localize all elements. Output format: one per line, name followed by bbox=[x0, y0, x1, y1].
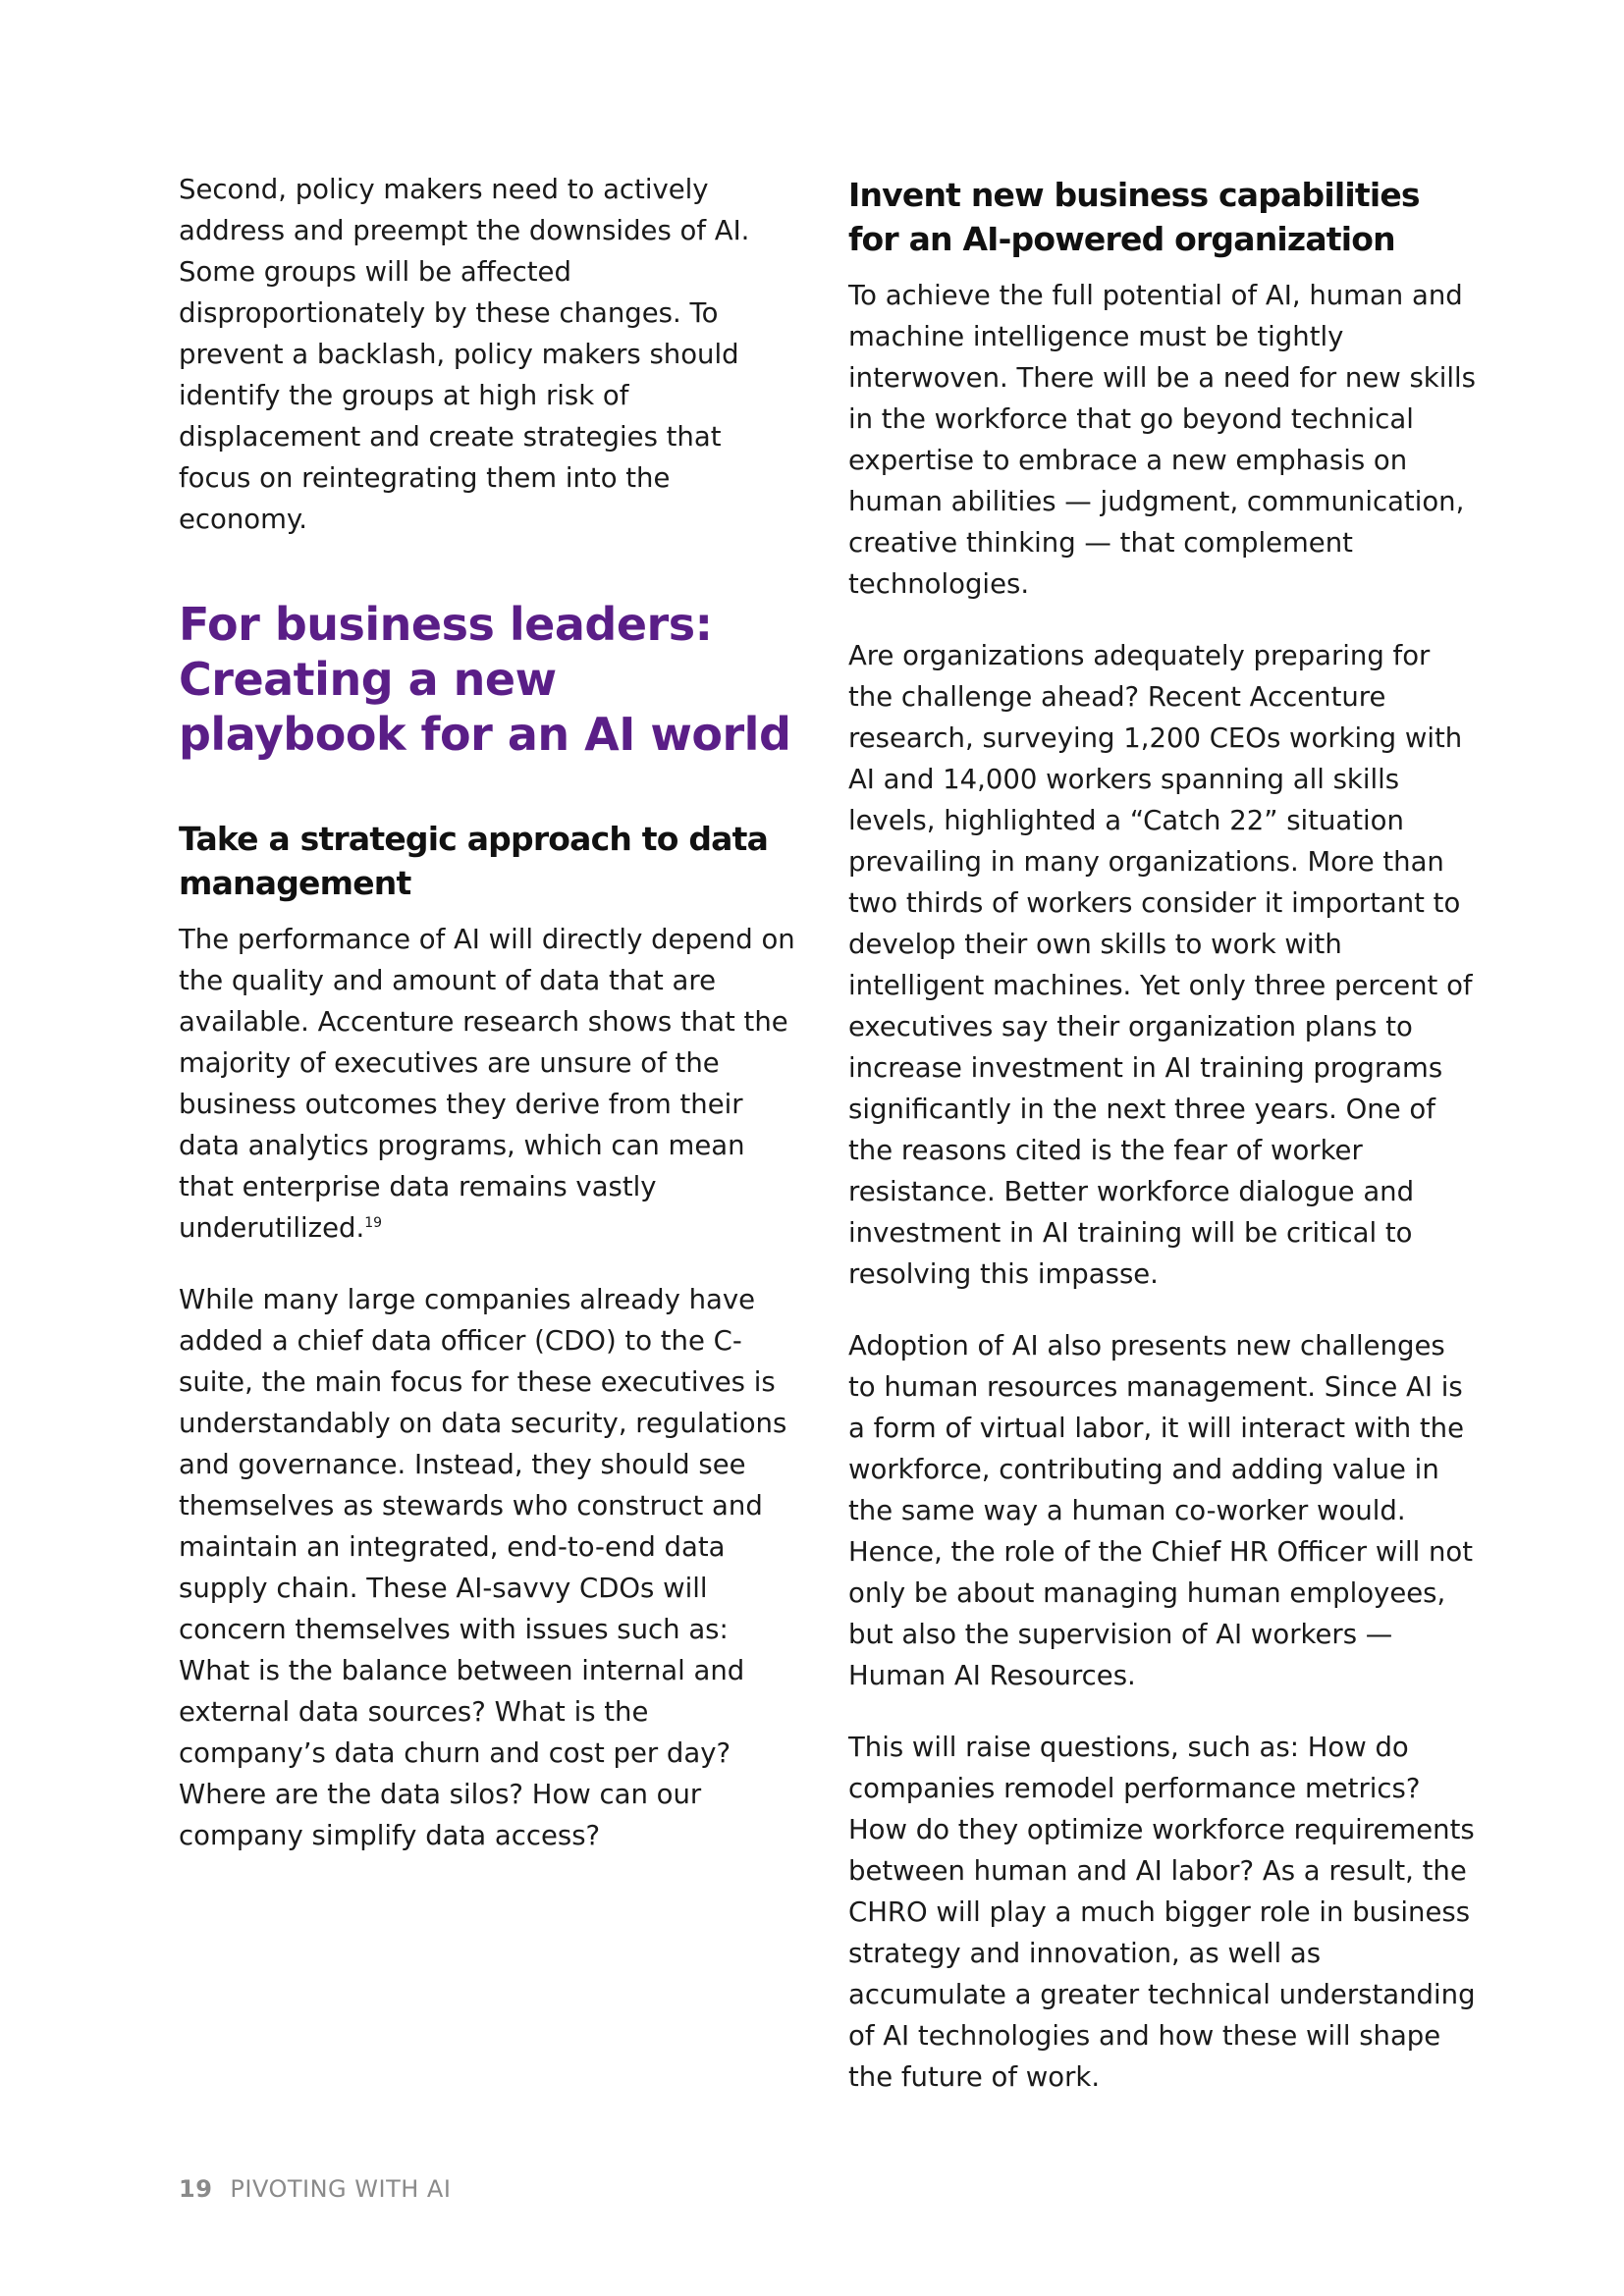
section-heading: For business leaders: Creating a new playbook for an AI world bbox=[179, 598, 791, 761]
data-performance-paragraph bbox=[179, 919, 797, 1249]
document-title: PIVOTING WITH AI bbox=[230, 2175, 452, 2203]
cdo-paragraph: While many large companies already have added a chief data officer (CDO) to the C-suite, the main focus for these executives is understandably on data security, regulations and governance. Instead, they should see themselves as stewards who construct and maintain an integrated, end-to-end data supply chain. These AI-savvy CDOs will concern themselves with issues such as: What is the balance between internal and external data sources? What is the company’s data churn and cost per day? Where are the data silos? How can our company simplify data access? bbox=[179, 1284, 787, 1851]
questions-paragraph: This will raise questions, such as: How do companies remodel performance metrics? How do they optimize workforce requirements between human and AI labor? As a result, the CHRO will play a much bigger role in business strategy and innovation, as well as accumulate a greater technical understanding of AI technologies and how these will shape the future of work. bbox=[848, 1732, 1476, 2093]
page-number: 19 bbox=[179, 2175, 213, 2203]
capabilities-subheading: Invent new business capabilities for an AI-powered organization bbox=[848, 176, 1420, 258]
data-performance-text: The performance of AI will directly depend on the quality and amount of data that are available. Accenture research shows that the majority of executives are unsure of the business outcomes they derive from their data analytics programs, which can mean that enterprise data remains vastly underutilized. bbox=[179, 924, 795, 1244]
intro-paragraph: Second, policy makers need to actively address and preempt the downsides of AI. Some groups will be affected disproportionately by these changes. To prevent a backlash, policy makers should identify the groups at high risk of displacement and create strategies that focus on reintegrating them into the economy. bbox=[179, 174, 750, 535]
hr-paragraph: Adoption of AI also presents new challenges to human resources management. Since AI is a form of virtual labor, it will interact with the workforce, contributing and adding value in the same way a human co-worker would. Hence, the role of the Chief HR Officer will not only be about managing human employees, but also the supervision of AI workers — Human AI Resources. bbox=[848, 1330, 1474, 1691]
preparing-paragraph: Are organizations adequately preparing for the challenge ahead? Recent Accenture research, surveying 1,200 CEOs working with AI and 14,000 workers spanning all skills levels, highlighted a “Catch 22” situation prevailing in many organizations. More than two thirds of workers consider it important to develop their own skills to work with intelligent machines. Yet only three percent of executives say their organization plans to increase investment in AI training programs significantly in the next three years. One of the reasons cited is the fear of worker resistance. Better workforce dialogue and investment in AI training will be critical to resolving this impasse. bbox=[848, 640, 1473, 1290]
left-column bbox=[179, 169, 797, 1856]
footnote-marker: 19 bbox=[364, 1214, 383, 1231]
potential-paragraph: To achieve the full potential of AI, human and machine intelligence must be tightly interwoven. There will be a need for new skills in the workforce that go beyond technical expertise to embrace a new emphasis on human abilities — judgment, communication, creative thinking — that complement technologies. bbox=[848, 280, 1476, 600]
page-footer bbox=[179, 2174, 451, 2204]
data-management-subheading: Take a strategic approach to data management bbox=[179, 820, 769, 902]
right-column bbox=[848, 169, 1477, 2098]
